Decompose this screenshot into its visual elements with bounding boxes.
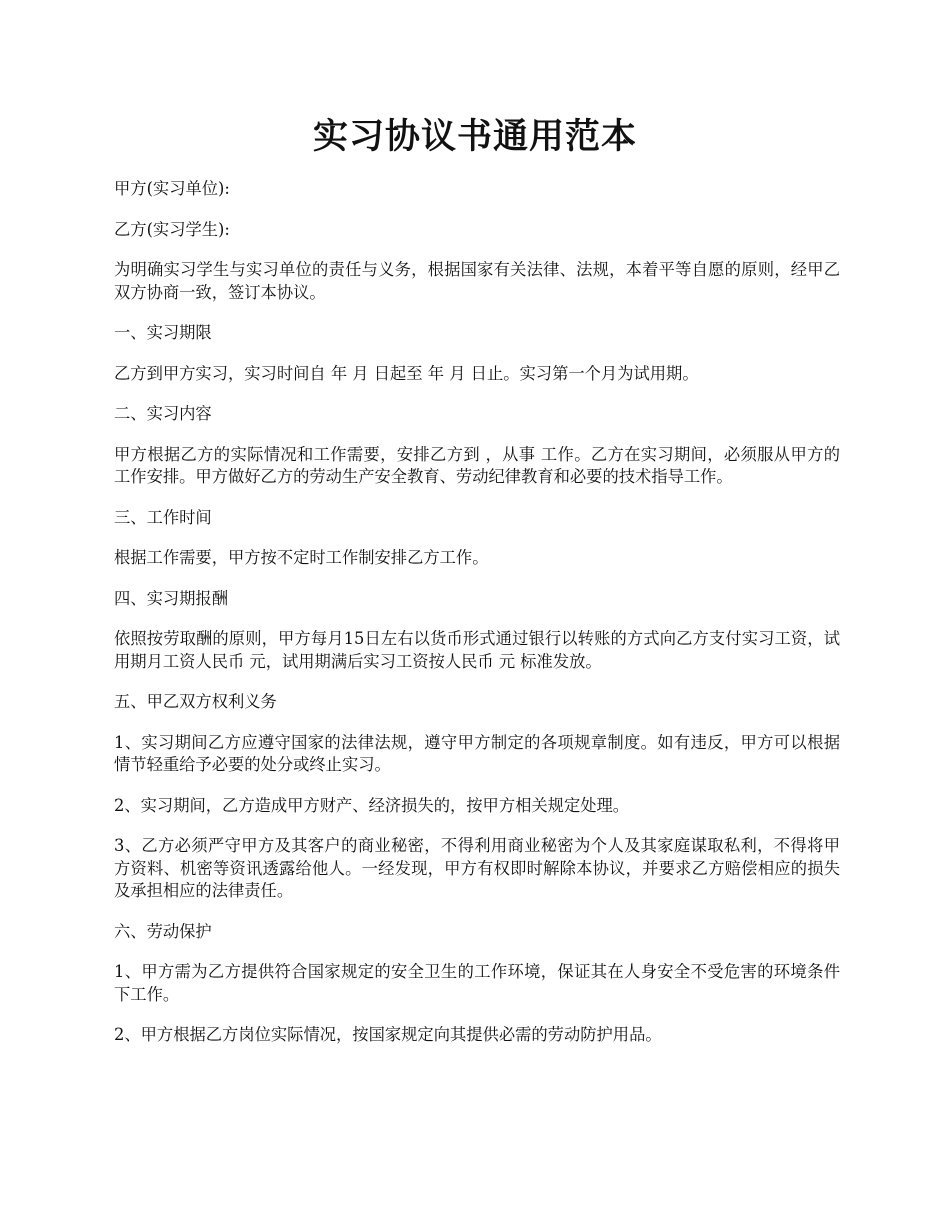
- document-title: 实习协议书通用范本: [312, 116, 637, 157]
- party-a-line: 甲方(实习单位):: [114, 179, 230, 198]
- pay-paragraph: 依照按劳取酬的原则，甲方每月15日左右以货币形式通过银行以转账的方式向乙方支付实习工资，试用期月工资人民币 元，试用期满后实习工资按人民币 元 标准发放。: [114, 629, 840, 671]
- protection-clause-2: 2、甲方根据乙方岗位实际情况，按国家规定向其提供必需的劳动防护用品。: [114, 1025, 662, 1044]
- protection-clause-1: 1、甲方需为乙方提供符合国家规定的安全卫生的工作环境，保证其在人身安全不受危害的环境条件下工作。: [114, 962, 840, 1004]
- rights-clause-3: 3、乙方必须严守甲方及其客户的商业秘密，不得利用商业秘密为个人及其家庭谋取私利，不得将甲方资料、机密等资讯透露给他人。一经发现，甲方有权即时解除本协议，并要求乙方赔偿相应的损失及承担相应的法律责任。: [114, 836, 840, 900]
- intro-paragraph: 为明确实习学生与实习单位的责任与义务，根据国家有关法律、法规，本着平等自愿的原则，经甲乙双方协商一致，签订本协议。: [114, 260, 840, 302]
- section-heading-content: 二、实习内容: [114, 404, 212, 423]
- document-body: [114, 178, 840, 1065]
- hours-paragraph: 根据工作需要，甲方按不定时工作制安排乙方工作。: [114, 548, 489, 567]
- section-heading-protection: 六、劳动保护: [114, 921, 212, 941]
- section-heading-hours: 三、工作时间: [114, 507, 212, 527]
- content-paragraph: 甲方根据乙方的实际情况和工作需要，安排乙方到 ，从事 工作。乙方在实习期间，必须服从甲方的工作安排。甲方做好乙方的劳动生产安全教育、劳动纪律教育和必要的技术指导工作。: [114, 444, 840, 486]
- section-heading-rights: 五、甲乙双方权利义务: [114, 692, 277, 711]
- party-b-line: 乙方(实习学生):: [114, 219, 230, 239]
- term-paragraph: 乙方到甲方实习，实习时间自 年 月 日起至 年 月 日止。实习第一个月为试用期。: [114, 363, 699, 383]
- section-heading-term: 一、实习期限: [114, 323, 212, 342]
- section-heading-pay: 四、实习期报酬: [114, 588, 228, 608]
- rights-clause-2: 2、实习期间，乙方造成甲方财产、经济损失的，按甲方相关规定处理。: [114, 795, 630, 815]
- rights-clause-1: 1、实习期间乙方应遵守国家的法律法规，遵守甲方制定的各项规章制度。如有违反，甲方可以根据情节轻重给予必要的处分或终止实习。: [114, 732, 840, 774]
